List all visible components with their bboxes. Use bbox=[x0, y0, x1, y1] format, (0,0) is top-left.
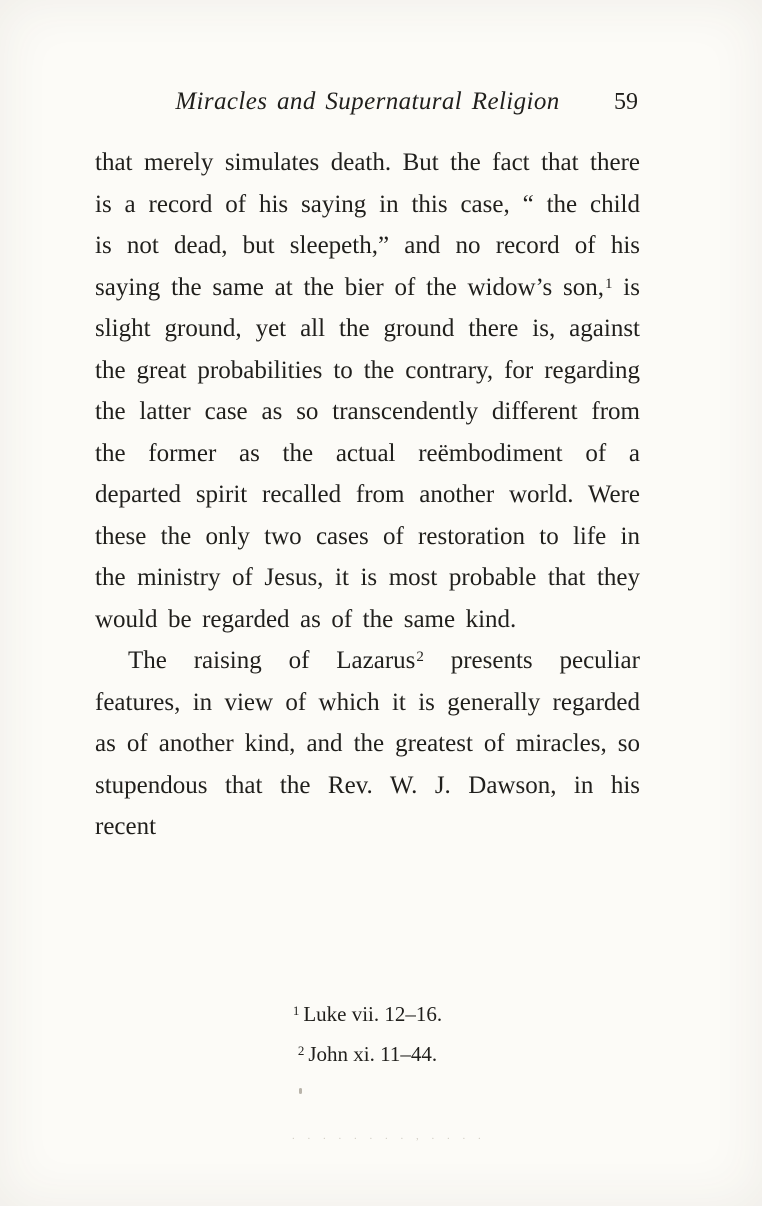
paragraph-2-text-post: presents peculiar features, in view of which it is generally regarded as of another kind, and the greatest of miracles, so stupendous that the Rev. W. J. Dawson, in his recent bbox=[95, 647, 640, 840]
footnote-2-text: John xi. 11–44. bbox=[308, 1042, 438, 1066]
scan-dotted-line-artifact: . . . . . . . . , . . . . bbox=[292, 1130, 486, 1142]
page-number: 59 bbox=[614, 89, 638, 115]
footnote-1-text: Luke vii. 12–16. bbox=[303, 1002, 443, 1026]
running-head-title: Miracles and Supernatural Religion bbox=[175, 88, 560, 115]
footnote-1-marker: 1 bbox=[292, 1003, 300, 1018]
body-text-block bbox=[95, 142, 640, 848]
footnote-2 bbox=[95, 1034, 640, 1074]
running-head bbox=[95, 88, 640, 124]
footnote-reference-1: 1 bbox=[605, 275, 613, 292]
footnote-2-marker: 2 bbox=[297, 1043, 305, 1058]
paragraph-1-text-post: is slight ground, yet all the ground there is, against the great probabilities to the contrary, for regarding the latter case as so transcendently different from the former as the actual reëmbodiment of a departed spirit recalled from another world. Were these the only two cases of restoration to life in the ministry of Jesus, it is most probable that they would be regarded as of the same kind. bbox=[95, 273, 640, 633]
scan-speck-artifact bbox=[299, 1088, 302, 1094]
footnotes-block bbox=[95, 994, 640, 1074]
footnote-reference-2: 2 bbox=[416, 649, 424, 665]
paragraph-1-text-pre: that merely simulates death. But the fact that there is a record of his saying in this case, “ the child is not dead, but sleepeth,” and no record of his saying the same at the bier of the widow’s son, bbox=[95, 149, 640, 301]
paragraph-1 bbox=[95, 142, 640, 640]
footnote-1 bbox=[95, 994, 640, 1034]
paragraph-2-text-pre: The raising of Lazarus bbox=[128, 647, 416, 674]
paragraph-2 bbox=[95, 640, 640, 848]
